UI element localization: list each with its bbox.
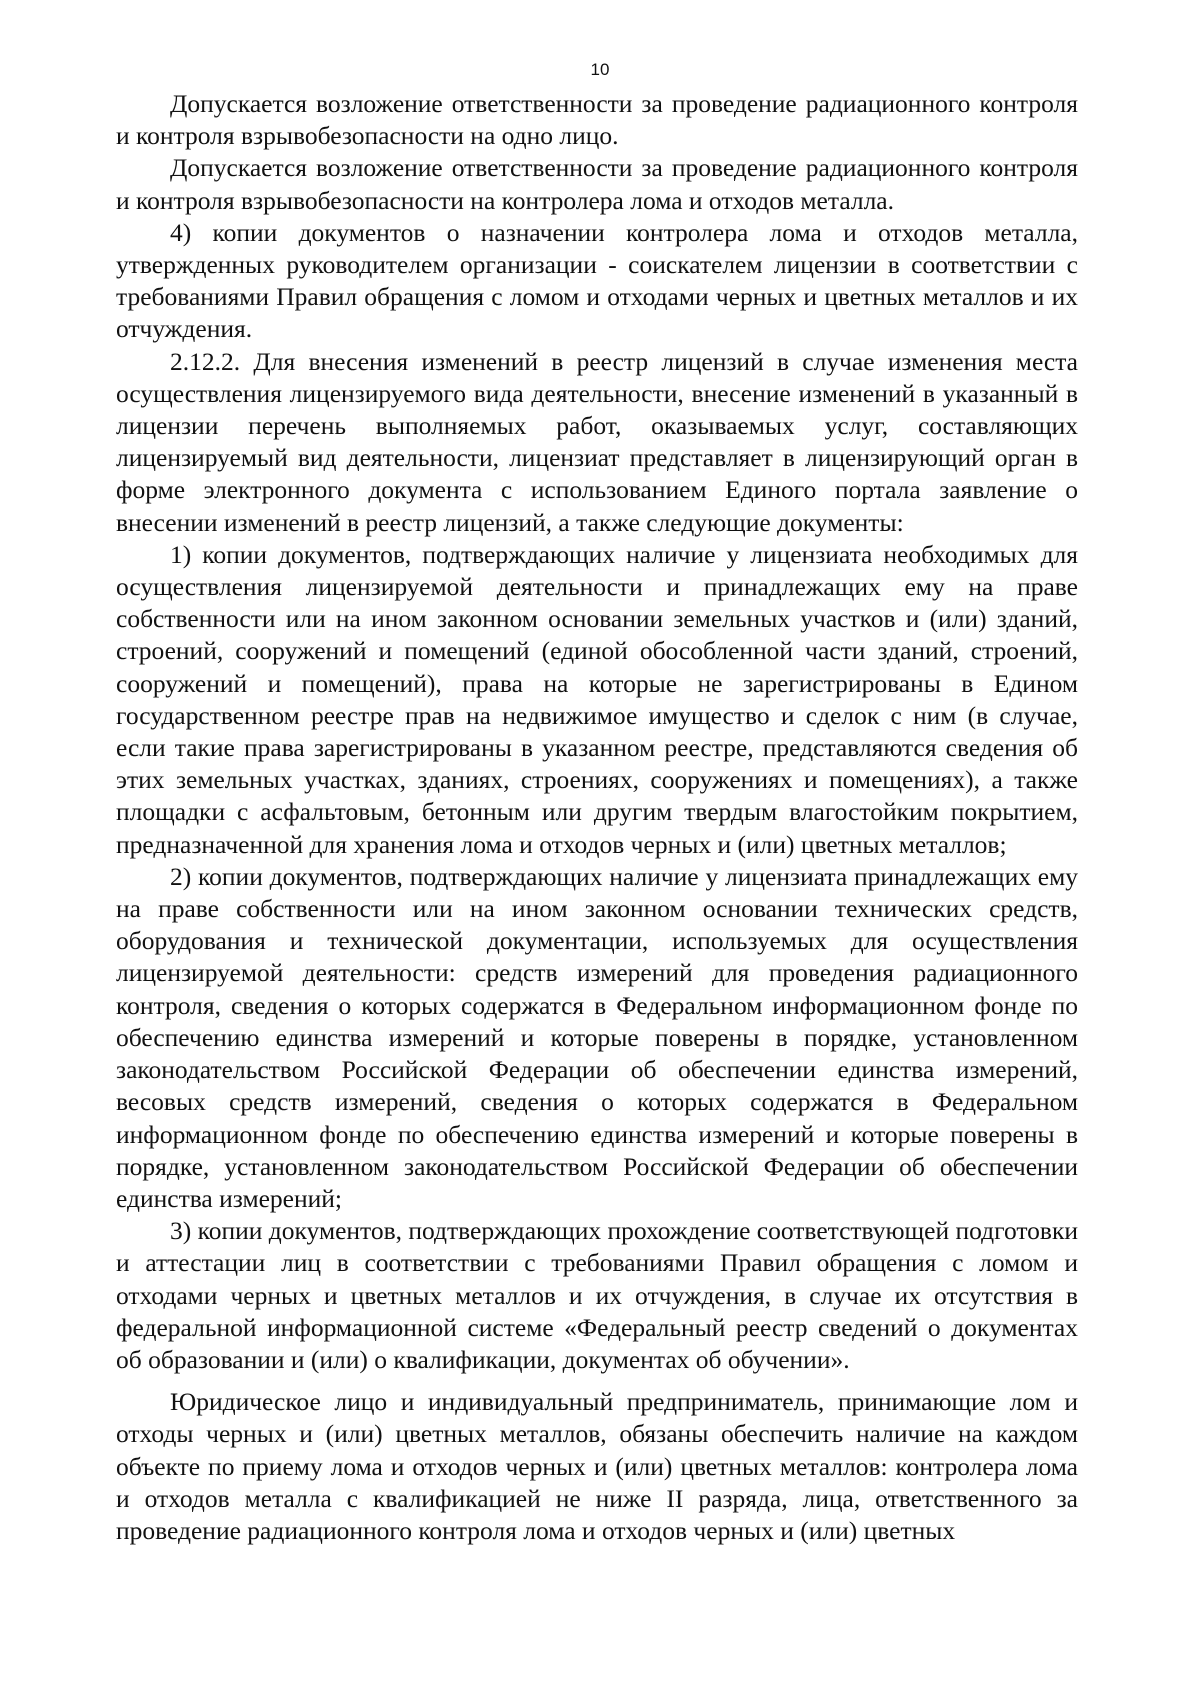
paragraph: Допускается возложение ответственности за проведение радиационного контроля и контроля взрывобезопасности на контролера лома и отходов металла.: [116, 153, 1078, 215]
page-number: 10: [590, 60, 610, 79]
paragraph: Допускается возложение ответственности за проведение радиационного контроля и контроля взрывобезопасности на одно лицо.: [116, 89, 1078, 151]
document-body: [116, 88, 1078, 1547]
paragraph: 2) копии документов, подтверждающих наличие у лицензиата принадлежащих ему на праве собственности или на ином законном основании технических средств, оборудования и технической документации, используемых для осуществления лицензируемой деятельности: средств измерений для проведения радиационного контроля, сведения о которых содержатся в Федеральном информационном фонде по обеспечению единства измерений и которые поверены в порядке, установленном законодательством Российской Федерации об обеспечении единства измерений, весовых средств измерений, сведения о которых содержатся в Федеральном информационном фонде по обеспечению единства измерений и которые поверены в порядке, установленном законодательством Российской Федерации об обеспечении единства измерений;: [116, 861, 1078, 1213]
paragraph: 3) копии документов, подтверждающих прохождение соответствующей подготовки и аттестации лиц в соответствии с требованиями Правил обращения с ломом и отходами черных и цветных металлов и их отчуждения, в случае их отсутствия в федеральной информационной системе «Федеральный реестр сведений о документах об образовании и (или) о квалификации, документах об обучении».: [116, 1216, 1079, 1374]
paragraph: 2.12.2. Для внесения изменений в реестр лицензий в случае изменения места осуществления лицензируемого вида деятельности, внесение изменений в указанный в лицензии перечень выполняемых работ, оказываемых услуг, составляющих лицензируемый вид деятельности, лицензиат представляет в лицензирующий орган в форме электронного документа с использованием Единого портала заявление о внесении изменений в реестр лицензий, а также следующие документы:: [116, 346, 1078, 537]
paragraph: 1) копии документов, подтверждающих наличие у лицензиата необходимых для осуществления лицензируемой деятельности и принадлежащих ему на праве собственности или на ином законном основании земельных участков и (или) зданий, строений, сооружений и помещений (единой обособленной части зданий, строений, сооружений и помещений), права на которые не зарегистрированы в Едином государственном реестре прав на недвижимое имущество и сделок с ним (в случае, если такие права зарегистрированы в указанном реестре, представляются сведения об этих земельных участках, зданиях, строениях, сооружениях и помещениях), а также площадки с асфальтовым, бетонным или другим твердым влагостойким покрытием, предназначенной для хранения лома и отходов черных и (или) цветных металлов;: [116, 539, 1078, 859]
paragraph: Юридическое лицо и индивидуальный предприниматель, принимающие лом и отходы черных и (или) цветных металлов, обязаны обеспечить наличие на каждом объекте по приему лома и отходов черных и (или) цветных металлов: контролера лома и отходов металла с квалификацией не ниже II разряда, лица, ответственного за проведение радиационного контроля лома и отходов черных и (или) цветных: [116, 1387, 1078, 1545]
paragraph: 4) копии документов о назначении контролера лома и отходов металла, утвержденных руководителем организации - соискателем лицензии в соответствии с требованиями Правил обращения с ломом и отходами черных и цветных металлов и их отчуждения.: [116, 217, 1078, 344]
